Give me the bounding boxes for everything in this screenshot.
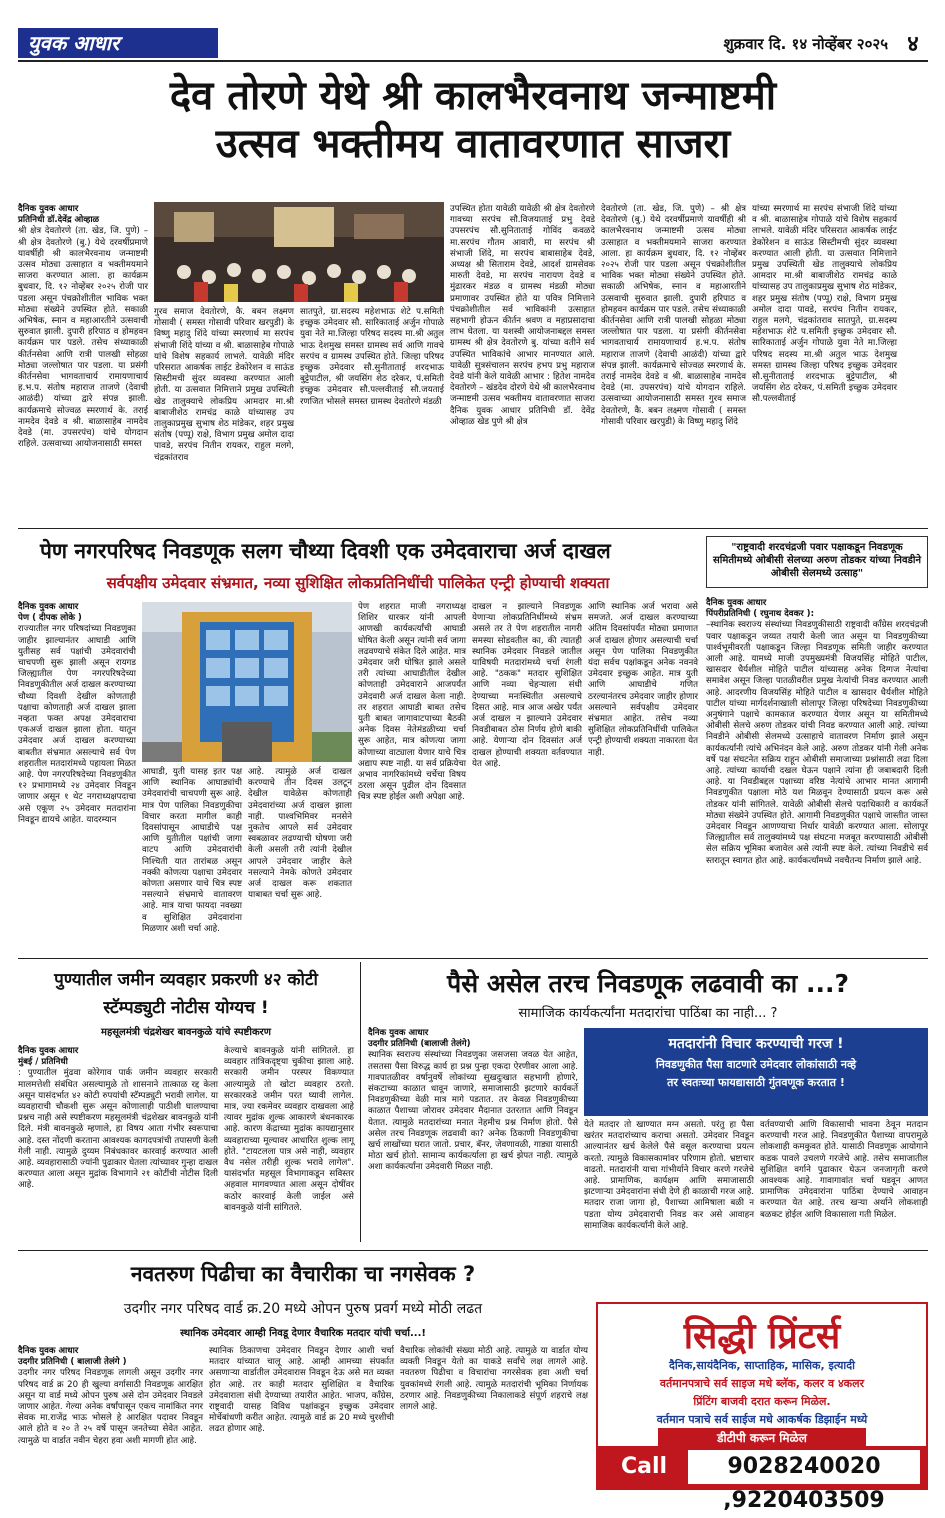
ad-call-label: Call bbox=[620, 1454, 668, 1479]
udgir-article-col1 bbox=[18, 1346, 203, 1486]
pen-article-col1 bbox=[18, 602, 136, 952]
lead-headline-line2: उत्सव भक्तीमय वातावरणात साजरा bbox=[215, 121, 731, 167]
ad-line1: दैनिक,सायंदैनिक, साप्ताहिक, मासिक, इत्यादी bbox=[669, 1359, 855, 1372]
udgir-headline: नवतरुण पिढीचा का वैचारीका चा नगसेवक ? bbox=[130, 1262, 476, 1286]
paise-byline1: दैनिक युवक आधार bbox=[368, 1028, 429, 1038]
pen-article-col6: आणि स्थानिक अर्ज भरावा असे समजते. अर्ज दाखल करण्याच्या अंतिम दिवसांपर्यंत मोठ्या प्रमाणात अर्ज दाखल होणार असल्याची चर्चा असून पेण पालिका निवडणुकीत यंदा सर्वच पक्षांकडून अनेक नवनवे उमेदवार इच्छुक आहेत. मात्र युती आणि आघाडीचे गणित ठरल्यानंतरच उमेदवार जाहीर होणार असल्याने सर्वपक्षीय उमेदवार संभ्रमात आहेत. तसेच नव्या सुशिक्षित लोकप्रतिनिधींची पालिकेत एन्ट्री होण्याची शक्यता नाकारता येत नाही. bbox=[588, 602, 698, 758]
lead-article-col6: यांच्या स्मरणार्थ मा सरपंच संभाजी शिंदे यांच्या व श्री. बाळासाहेब गोपाळे यांचे विशेष सहकार्य लाभले. यावेळी मंदिर परिसरात आकर्षक लाईट डेकोरेशन व साऊंड सिस्टीमची सुंदर व्यवस्था करण्यात आली होती. या उत्सवात निमित्ताने प्रमुख उपस्थिती खेड तालुक्याचे लोकप्रिय आमदार मा.श्री बाबाजीशेठ रामचंद्र काळे यांच्यासह उप तालुकाप्रमुख सुभाष शेठ मांडेकर, शहर प्रमुख संतोष (पप्पू) राक्षे, विभाग प्रमुख अमोल दादा पावडे, सरपंच नितीन रायकर, राहुल मलगे, चंद्रकांतराव सातपुते, ग्रा.सदस्य महेशभाऊ शेटे प.समिती इच्छुक उमेदवार सौ. सारिकाताई अर्जुन गोपाळे युवा नेते मा.जिल्हा परिषद सदस्य मा.श्री अतुल भाऊ देशमुख समस्त ग्रामस्थ जिल्हा परिषद इच्छुक उमेदवार सौ.सुनीताताई शरदभाऊ बुट्टेपाटील, श्री जयसिंग शेठ दरेकर, पं.समिती इच्छुक उमेदवार सौ.पल्लवीताई bbox=[752, 204, 897, 405]
udgir-article-col3: वैचारिक लोकांची संख्या मोठी आहे. त्यामुळे या वार्डात योग्य व्यक्ती निवडून येतो का याकडे सर्वांचे लक्ष लागले आहे. नवतरुण पिढीचा व विचारांचा नगरसेवक हवा अशी चर्चा युवकांमध्ये रंगली आहे. त्यामुळे मतदारांची भूमिका निर्णायक ठरणार आहे. निवडणुकीच्या निकालाकडे संपूर्ण शहराचे लक्ष लागले आहे. bbox=[400, 1346, 588, 1413]
paise-article-col2: येते मतदार तो खाण्यात मग्न असतो. परंतु हा पैसा खरंतर मतदारांच्याच कराचा असतो. उमेदवार निवडून आल्यानंतर खर्च केलेले पैसे वसूल करण्याचा प्रयत्न करतो. त्यामुळे विकासकामांवर परिणाम होतो. भ्रष्टाचार वाढतो. मतदारांनी याचा गांभीर्याने विचार करणे गरजेचे आहे. प्रामाणिक, कार्यक्षम आणि समाजासाठी झटणाऱ्या उमेदवारांना संधी देणे ही काळाची गरज आहे. मतदार राजा जागा हो, पैशाच्या आमिषाला बळी न पडता योग्य उमेदवाराची निवड कर असे आवाहन सामाजिक कार्यकर्त्यांनी केले आहे. bbox=[584, 1120, 754, 1231]
ncp-byline1: दैनिक युवक आधार bbox=[706, 598, 767, 608]
pune-byline1: दैनिक युवक आधार bbox=[18, 1046, 79, 1056]
paise-banner-line3: तर स्वतःच्या फायद्यासाठी गुंतवणूक करतात ! bbox=[667, 1076, 845, 1089]
pune-headline-line1: पुण्यातील जमीन व्यवहार प्रकरणी ४२ कोटी bbox=[54, 970, 318, 990]
column-rule bbox=[360, 962, 361, 1242]
pune-article-col2: केल्याचे बावनकुळे यांनी सांगितले. हा व्यवहार तांत्रिकदृष्ट्या चुकीचा झाला आहे. सरकारी जमीन परस्पर विकण्यात आल्यामुळे तो खोटा व्यवहार ठरतो. सरकारकडे जमीन परत घ्यावी लागेल. मात्र, ज्या रकमेवर व्यवहार दाखवला आहे त्यावर मुद्रांक शुल्क आकारणे बंधनकारक आहे. कारण केंद्राच्या मुद्रांक कायद्यानुसार व्यवहाराच्या मूल्यावर आधारित शुल्क लागू होते. "टायटलला पात्र असे नाही, व्यवहार वैध नसेल तरीही शुल्क भरावे लागेल". यासंदर्भात महसूल विभागाकडून सविस्तर अहवाल मागवण्यात आला असून दोषींवर कठोर कारवाई केली जाईल असे बावनकुळे यांनी सांगितले. bbox=[224, 1046, 354, 1213]
paise-banner-line2: निवडणुकीत पैसा वाटणारे उमेदवार लोकांसाठी नव्हे bbox=[655, 1058, 857, 1071]
lead-byline2: प्रतिनिधी डॉ.देवेंद्र ओव्हाळ bbox=[18, 215, 100, 226]
udgir-subhead2: स्थानिक उमेदवार आम्ही निवडू देणार वैचारिक मतदार यांची चर्चा...! bbox=[180, 1328, 426, 1339]
udgir-article-col2: स्थानिक ठिकाणचा उमेदवार निवडून देणार आशी चर्चा मतदार यांच्यात चालू आहे. आम्ही आमच्या संपर्कात असणाऱ्या वार्डातील उमेदवारास निवडून देऊ असे मत व्यक्त होत आहे. तर काही मतदार सुशिक्षित व वैचारिक उमेदवाराला संधी देण्याच्या तयारीत आहेत. भाजप, काँग्रेस, राष्ट्रवादी यासह विविध पक्षांकडून इच्छुक उमेदवार मोर्चेबांधणी करीत आहेत. त्यामुळे वार्ड क्र 20 मध्ये चुरशीची लढत होणार आहे. bbox=[209, 1346, 394, 1435]
lead-photo-image bbox=[154, 202, 444, 302]
section-rule-2 bbox=[18, 958, 928, 959]
pune-headline-line2: स्टॅम्पड्युटी नोटीस योग्यच ! bbox=[103, 998, 269, 1018]
ad-title: सिद्धी प्रिंटर्स bbox=[683, 1316, 841, 1357]
lead-col1-text: श्री क्षेत्र देवतोरणे (ता. खेड, जि. पुणे) – श्री क्षेत्र देवतोरणे (बु.) येथे दरवर्षीप्रमाणे यावर्षीही श्री कालभैरवनाथ जन्माष्टमी उत्सव मोठ्या उत्साहात व भक्तीमयमाने साजरा करण्यात आला. हा कार्यक्रम बुधवार, दि. १२ नोव्हेंबर २०२५ रोजी पार पडला असून पंचक्रोशीतील भाविक भक्त मोठ्या संख्येने उपस्थित होते. सकाळी अभिषेक, स्नान व महाआरतीने उत्सवाची सुरुवात झाली. दुपारी हरिपाठ व होमहवन कार्यक्रम पार पडले. तसेच संध्याकाळी कीर्तनसेवा आणि रात्री पालखी सोहळा मोठ्या जल्लोषात पार पडला. या प्रसंगी कीर्तनसेवा भागवताचार्य रामायणाचार्य ह.भ.प. संतोष महाराज ताजणे (देवाची आळंदी) यांच्या द्वारे संपन्न झाली. कार्यक्रमाचे सोज्वळ स्मरणार्थ के. तराई नामदेव देवडे व श्री. बाळासाहेब नामदेव देवडे (मा. उपसरपंच) यांचे योगदान राहिले. उत्सवाच्या आयोजनासाठी समस्त bbox=[18, 226, 148, 450]
pune-byline2: मुंबई / प्रतिनिधी bbox=[18, 1057, 68, 1068]
ad-call-bar bbox=[598, 1446, 926, 1513]
ncp-body: –स्थानिक स्वराज्य संस्थांच्या निवडणुकीसाठी राष्ट्रवादी काँग्रेस शरदचंद्रजी पवार पक्षाकडून जय्यत तयारी केली जात असून या निवडणुकीच्या पार्श्वभूमीवरती पक्षाकडून जिल्हा निवडणूक समिती जाहीर करण्यात आली आहे. यामध्ये माजी उपमुख्यमंत्री विजयसिंह मोहिते पाटील, खासदार धैर्यशील मोहिते पाटील यांच्यासह अनेक दिग्गज नेत्यांचा समावेश असून जिल्हा पातळीवरील प्रमुख नेत्यांची निवड करण्यात आली आहे. आदरणीय विजयसिंह मोहिते पाटील व खासदार धैर्यशील मोहिते पाटील यांच्या मार्गदर्शनाखाली सोलापूर जिल्हा परिषदेच्या निवडणुकीच्या अनुषंगाने पक्षाचे कामकाज करण्यात येणार असून या समितीमध्ये ओबीसी सेलचे अरुण तोडकर यांची निवड करण्यात आली आहे. त्यांच्या निवडीने ओबीसी सेलमध्ये उत्साहाचे वातावरण निर्माण झाले असून कार्यकर्त्यांनी त्यांचे अभिनंदन केले आहे. अरुण तोडकर यांनी गेली अनेक वर्षे पक्ष संघटनेत सक्रिय राहून ओबीसी समाजाच्या प्रश्नांसाठी लढा दिला आहे. त्यांच्या कार्याची दखल घेऊन पक्षाने त्यांना ही जबाबदारी दिली आहे. या निवडीबद्दल पक्षाच्या वरिष्ठ नेत्यांचे आभार मानत आगामी निवडणुकीत पक्षाला मोठे यश मिळवून देण्यासाठी प्रयत्न करू असे तोडकर यांनी सांगितले. यावेळी ओबीसी सेलचे पदाधिकारी व कार्यकर्ते मोठ्या संख्येने उपस्थित होते. आगामी निवडणुकीत पक्षाचे जास्तीत जास्त उमेदवार निवडून आणण्याचा निर्धार यावेळी करण्यात आला. सोलापूर जिल्ह्यातील सर्व तालुक्यांमध्ये पक्ष संघटना मजबूत करण्यासाठी ओबीसी सेल सक्रिय भूमिका बजावेल असे त्यांनी स्पष्ट केले. त्यांच्या निवडीचे सर्व स्तरातून स्वागत होत आहे. कार्यकर्त्यांमध्ये नवचैतन्य निर्माण झाले आहे. bbox=[706, 620, 928, 866]
pen-byline1: दैनिक युवक आधार bbox=[18, 602, 79, 612]
udgir-col1-text: उदगीर नगर परिषद निवडणूक लागली असून उदगीर नगर परिषद वार्ड क्र 20 ही खुल्या वर्गासाठी निवडणूक आरक्षित असून या वार्ड मध्ये ओपन पुरुष असे दोन उमेदवार निवडले जाणार आहेत. गेल्या अनेक वर्षांपासून एकच नामांकित नगर सेवक मा.राजेंद्र भाऊ भोसले हे आरक्षित पदावर निवडून आले होते व २० ते २५ वर्षे पासून जनतेच्या सेवेत आहेत. त्यामुळे या वार्डात नवीन चेहरा हवा अशी मागणी होत आहे. bbox=[18, 1368, 203, 1446]
pune-headline bbox=[18, 966, 354, 1022]
lead-headline-line1: देव तोरणे येथे श्री कालभैरवनाथ जन्माष्टमी bbox=[169, 73, 777, 119]
ncp-byline2: पिंपरीप्रतिनिधी ( रघुनाथ देवकर ): bbox=[706, 609, 815, 620]
pen-article-col2: आघाडी, युती यासह इतर पक्ष आणि स्थानिक आघाड्यांची उमेदवारांची चाचपणी सुरू आहे. मात्र पेण पालिका निवडणुकीचा विचार करता मागील काही दिवसांपासून आघाडीचे पक्ष आणि युतीतील पक्षांची जागा वाटप आणि उमेदवारांची निश्चिती यात तारांबळ असून नक्की कोणत्या पक्षाचा उमेदवार कोणता असणार याचे चित्र स्पष्ट नसल्याने संभ्रमाचे वातावरण आहे. मात्र याचा फायदा नवख्या व सुशिक्षित उमेदवारांना मिळणार अशी चर्चा आहे. bbox=[142, 767, 242, 934]
paise-article-col1 bbox=[368, 1028, 578, 1173]
newspaper-logo: युवक आधार bbox=[18, 28, 218, 58]
ad-line5: डीटीपी करून मिळेल bbox=[658, 1428, 866, 1448]
paise-byline2: उदगीर प्रतिनिधी (बालाजी तेलंगे) bbox=[368, 1039, 471, 1050]
lead-article-col5: देवतोरणे (ता. खेड, जि. पुणे) – श्री क्षेत्र देवतोरणे (बु.) येथे दरवर्षीप्रमाणे यावर्षीही श्री कालभैरवनाथ जन्माष्टमी उत्सव मोठ्या उत्साहात व भक्तीमयमाने साजरा करण्यात आला. हा कार्यक्रम बुधवार, दि. १२ नोव्हेंबर २०२५ रोजी पार पडला असून पंचक्रोशीतील भाविक भक्त मोठ्या संख्येने उपस्थित होते. सकाळी अभिषेक, स्नान व महाआरतीने उत्सवाची सुरुवात झाली. दुपारी हरिपाठ व होमहवन कार्यक्रम पार पडले. तसेच संध्याकाळी कीर्तनसेवा आणि रात्री पालखी सोहळा मोठ्या जल्लोषात पार पडला. या प्रसंगी कीर्तनसेवा भागवताचार्य रामायणाचार्य ह.भ.प. संतोष महाराज ताजणे (देवाची आळंदी) यांच्या द्वारे संपन्न झाली. कार्यक्रमाचे सोज्वळ स्मरणार्थ के. तराई नामदेव देवडे व श्री. बाळासाहेब नामदेव देवडे (मा. उपसरपंच) यांचे योगदान राहिले. उत्सवाच्या आयोजनासाठी समस्त गुरव समाज देवतोरणे, कै. बबन लक्ष्मण गोसावी ( समस्त गोसावी परिवार खरपुडी) के विष्णु महादु शिंदे bbox=[601, 204, 746, 427]
pen-photo bbox=[142, 602, 352, 762]
udgir-byline1: दैनिक युवक आधार bbox=[18, 1346, 79, 1356]
lead-article-col2: गुरव समाज देवतोरणे, कै. बबन लक्ष्मण गोसावी ( समस्त गोसावी परिवार खरपुडी) के विष्णु महादु शिंदे यांच्या स्मरणार्थ मा सरपंच संभाजी शिंदे यांच्या व श्री. बाळासाहेब गोपाळे यांचे विशेष सहकार्य लाभले. यावेळी मंदिर परिसरात आकर्षक लाईट डेकोरेशन व साऊंड सिस्टीमची सुंदर व्यवस्था करण्यात आली होती. या उत्सवात निमित्ताने प्रमुख उपस्थिती खेड तालुक्याचे लोकप्रिय आमदार मा.श्री बाबाजीशेठ रामचंद्र काळे यांच्यासह उप तालुकाप्रमुख सुभाष शेठ मांडेकर, शहर प्रमुख संतोष (पप्पू) राक्षे, विभाग प्रमुख अमोल दादा पावडे, सरपंच नितीन रायकर, राहुल मलगे, चंद्रकांतराव bbox=[154, 307, 294, 463]
pune-article-col1 bbox=[18, 1046, 218, 1242]
section-rule bbox=[18, 528, 928, 529]
ad-phone-numbers: 9028240020 ,9220403509 bbox=[688, 1450, 920, 1484]
paise-banner-line1: मतदारांनी विचार करण्याची गरज ! bbox=[668, 1036, 844, 1052]
paise-subhead: सामाजिक कार्यकर्त्यांना मतदारांचा पाठिंबा का नाही... ? bbox=[518, 1006, 778, 1021]
ad-line2: वर्तमानपत्राचे सर्व साइज मधे ब्लॅक, कलर व ४कलर bbox=[659, 1377, 865, 1390]
pen-photo-image bbox=[142, 602, 352, 762]
lead-article-col3: सातपुते, ग्रा.सदस्य महेशभाऊ शेटे प.समिती इच्छुक उमेदवार सौ. सारिकाताई अर्जुन गोपाळे युवा नेते मा.जिल्हा परिषद सदस्य मा.श्री अतुल भाऊ देशमुख समस्त ग्रामस्थ सर्व आणि गावचे सरपंच व ग्रामस्थ उपस्थित होते. जिल्हा परिषद इच्छुक उमेदवार सौ.सुनीताताई शरदभाऊ बुट्टेपाटील, श्री जयसिंग शेठ दरेकर, पं.समिती इच्छुक उमेदवार सौ.पल्लवीताई सौ.जयताई रणजित भोसले समस्त ग्रामस्थ देवतोरणे मंडळी bbox=[300, 307, 444, 407]
page-number: ४ bbox=[907, 32, 919, 57]
pen-subhead: सर्वपक्षीय उमेदवार संभ्रमात, नव्या सुशिक्षित लोकप्रतिनिधींची पालिकेत एन्ट्री होण्याची शक्यता bbox=[106, 574, 610, 592]
lead-article-col4: उपस्थित होता यावेळी यावेळी श्री क्षेत्र देवतोरणे गावच्या सरपंच सौ.विजयाताई प्रभु देवडे उपसरपंच सौ.सुनिताताई गोविंद कवळदे मा.सरपंच गौतम आवारी, मा सरपंच श्री संभाजी शिंदे, मा सरपंच बाबासाहेब देवडे, अध्यक्ष श्री सिताराम देवडे, आदर्श ग्रामसेवक मारुती देवडे, मा सरपंच नारायण देवडे व मुंढारकर मंडळ व ग्रामस्थ मंडळी मोठ्या प्रमाणावर उपस्थित होते या पवित्र निमित्ताने पंचक्रोशीतील सर्व भाविकांनी उत्साहात सहभागी होऊन कीर्तन श्रवण व महाप्रसादाचा लाभ घेतला. या यशस्वी आयोजनाबद्दल समस्त ग्रामस्थ श्री क्षेत्र देवतोरणे बु. यांच्या वतीने सर्व उपस्थित भाविकांचे आभार मानण्यात आले. यावेळी सुत्रसंचालन सरपंच हभप प्रभु महाराज देवडे यांनी केले यावेळी आभार : हितेश नामदेव देवतोरणे – खंडदेव दोरणे येथे श्री कालभैरवनाथ जन्माष्टमी उत्सव भक्तीमय वातावरणात साजरा दैनिक युवक आधार प्रतिनिधी डॉ. देवेंद्र ओव्हाळ खेड पुणे श्री क्षेत्र bbox=[450, 204, 595, 427]
lead-photo bbox=[154, 202, 444, 302]
paise-article-col3: वर्तवण्याची आणि विकासाची भावना ठेवून मतदान करण्याची गरज आहे. निवडणुकीत पैशाच्या वापरामुळे लोकशाही कमकुवत होते. यासाठी निवडणूक आयोगाने कडक पावले उचलणे गरजेचे आहे. तसेच समाजातील सुशिक्षित वर्गाने पुढाकार घेऊन जनजागृती करणे आवश्यक आहे. गावागावांत चर्चा घडवून आणत प्रामाणिक उमेदवारांना पाठिंबा देण्याचे आवाहन करण्यात येत आहे. तरच खऱ्या अर्थाने लोकशाही बळकट होईल आणि विकासाला गती मिळेल. bbox=[760, 1120, 928, 1220]
pen-article-col5: दाखल न झाल्याने निवडणूक येणाऱ्या लोकप्रतिनिधींमध्ये संभ्रम असले तर ते पेण शहरातील नागरी समस्या सोडवतील का, की त्यातही स्थानिक उमेदवार निवडले जातील याविषयी मतदारांमध्ये चर्चा रंगली आहे. "ठकक" मतदार सुशिक्षित आणि नव्या चेहऱ्याला संधी देण्याच्या मनःस्थितीत असल्याचे दिसत आहे. मात्र आज अखेर पर्यंत अर्ज दाखल न झाल्याने उमेदवार निवडीबाबत ठोस निर्णय होणे बाकी आहे. येणाऱ्या दोन दिवसांत अर्ज दाखल होण्याची शक्यता वर्तवण्यात येत आहे. bbox=[472, 602, 582, 769]
lead-byline1: दैनिक युवक आधार bbox=[18, 204, 79, 214]
paise-headline: पैसे असेल तरच निवडणूक लढवावी का ...? bbox=[447, 969, 849, 998]
pen-headline: पेण नगरपरिषद निवडणूक सलग चौथ्या दिवशी एक उमेदवाराचा अर्ज दाखल bbox=[40, 539, 611, 563]
lead-article-col1 bbox=[18, 204, 148, 522]
pen-article-col4: पेण शहरात माजी नगराध्यक्ष शिशिर धारकर यांनी आपली आणखी कार्यकर्त्यांची आघाडी घोषित केली असून त्यांनी सर्व जागा लढवण्याचे संकेत दिले आहेत. मात्र उमेदवार जरी घोषित झाले असले तरी त्यांच्या आघाडीतील देखील कोणताही उमेदवाराने आजपर्यंत उमेदवारी अर्ज दाखल केला नाही. तर शहरात आघाडी बाबत तसेच युती बाबत जागावाटपाच्या बैठकी अनेक दिवस नेतेमंडळीच्या चर्चा सुरू आहेत, मात्र कोणत्या जागा कोणाच्या वाट्याला येणार याचे चित्र अद्याप स्पष्ट नाही. या सर्व प्रक्रियेचा अभाव नागरिकांमध्ये चर्चेचा विषय ठरला असून पुढील दोन दिवसात चित्र स्पष्ट होईल अशी अपेक्षा आहे. bbox=[358, 602, 466, 803]
ad-line3: प्रिंटिंग बाजवी दरात करून मिळेल. bbox=[693, 1395, 831, 1408]
udgir-byline2: उदगीर प्रतिनिधी ( बालाजी तेलंगे ) bbox=[18, 1357, 127, 1368]
lead-headline bbox=[18, 72, 928, 168]
paise-col1-text: स्थानिक स्वराज्य संस्थांच्या निवडणुका जसजसा जवळ येत आहेत, तसतसा पैसा विरुद्ध कार्य हा प्रश्न पुन्हा एकदा ऐरणीवर आला आहे. गावपातळीवर वर्षानुवर्षे लोकांच्या सुखदुःखात सहभागी होणारे, संकटाच्या काळात धावून जाणारे, समाजासाठी झटणारे कार्यकर्ते निवडणुकीच्या वेळी मात्र मागे पडतात. तर केवळ निवडणुकीच्या काळात पैशाच्या जोरावर उमेदवार मैदानात उतरतात आणि निवडून येतात. त्यामुळे मतदारांच्या मनात नेहमीच प्रश्न निर्माण होतो. पैसे असेल तरच निवडणूक लढवावी का? अनेक ठिकाणी निवडणुकीचा खर्च लाखोंच्या घरात जातो. प्रचार, बॅनर, जेवणावळी, गाड्या यासाठी मोठा खर्च होतो. सामान्य कार्यकर्त्याला हा खर्च झेपत नाही. त्यामुळे अशा कार्यकर्त्यांना उमेदवारी मिळत नाही. bbox=[368, 1050, 578, 1173]
ncp-quote: "राष्ट्रवादी शरदचंद्रजी पवार पक्षाकडून निवडणूक समितीमध्ये ओबीसी सेलच्या अरुण तोडकर यांच्या निवडीने ओबीसी सेलमध्ये उत्साह" bbox=[706, 536, 928, 588]
issue-date: शुक्रवार दि. १४ नोव्हेंबर २०२५ bbox=[723, 35, 888, 53]
pune-col1-text: : पुण्यातील मुंढवा कोरेगाव पार्क जमीन व्यवहार सरकारी मालमत्तेशी संबंधित असल्यामुळे तो शासनाने तात्काळ रद्द केला असून यासंदर्भात ४२ कोटी रुपयांची स्टॅम्पड्युटी भरावी लागेल. या व्यवहाराची चौकशी सुरू असून कोणालाही पाठीशी घालण्याचा प्रश्नच नाही असे स्पष्टीकरण महसूलमंत्री चंद्रशेखर बावनकुळे यांनी दिले. मंत्री बावनकुळे म्हणाले, हा विषय आता गंभीर स्वरूपाचा आहे. दस्त नोंदणी करताना आवश्यक कागदपत्रांची तपासणी केली गेली नाही. त्यामुळे दुय्यम निबंधकावर कारवाई करण्यात आली आहे. व्यवहारासाठी ज्यांनी पुढाकार घेतला त्यांच्यावर गुन्हा दाखल करण्यात आला असून मुद्रांक विभागाने २१ कोटींची नोटीस दिली आहे. bbox=[18, 1068, 218, 1191]
pune-subhead: महसूलमंत्री चंद्रशेखर बावनकुळे यांचे स्पष्टीकरण bbox=[100, 1027, 271, 1038]
printers-ad bbox=[596, 1302, 928, 1513]
udgir-subhead: उदगीर नगर परिषद वार्ड क्र.20 मध्ये ओपन पुरुष प्रवर्ग मध्ये मोठी लढत bbox=[123, 1301, 483, 1317]
pen-byline2: पेण ( दीपक लोके ) bbox=[18, 613, 82, 624]
pen-article-col3: आहे. त्यामुळे अर्ज दाखल करण्याचे तीन दिवस उलटून देखील यावेळेस कोणताही उमेदवारांच्या अर्ज दाखल झाला नाही. पाश्वभिमिवर मनसेने नुकतेच आपले सर्व उमेदवार स्वबळावर लढण्याची घोषणा जरी केली असली तरी त्यांनी देखील आपले उमेदवार जाहीर केले नसल्याने नेमके कोणते उमेदवार अर्ज दाखल करू शकतात याबाबत चर्चा सुरू आहे. bbox=[248, 767, 352, 901]
pen-col1-text: राज्यातील नगर परिषदांच्या निवडणुका जाहीर झाल्यानंतर आघाडी आणि युतीसह सर्व पक्षांची उमेदवारांची चाचपणी सुरू झाली असून रायगड जिल्ह्यातील पेण नगरपरिषदेच्या निवडणुकीतील अर्ज दाखल करण्याच्या चौथ्या दिवशी देखील कोणताही पक्षाचा कोणताही अर्ज दाखल झाला नव्हता फक्त अपक्ष उमेदवाराचा एकअर्ज दाखल झाला होता. यातून उमेदवार अर्ज दाखल करण्याच्या बाबतीत संभ्रमात असल्याचे सर्व पेण शहरातील मतदारांमध्ये पहायला मिळत आहे. पेण नगरपरिषदेच्या निवडणुकीत १२ प्रभागामध्ये २४ उमेदवार निवडून जाणार असून १ थेट नगराध्यक्षपदाचा असे एकूण २५ उमेदवार मतदारांना निवडून द्यायचे आहेत. यादरम्यान bbox=[18, 624, 136, 825]
paise-banner bbox=[584, 1028, 928, 1116]
ad-line4: वर्तमान पत्राचे सर्व साईज मधे आकर्षक डिझाईन मध्ये bbox=[656, 1413, 868, 1426]
masthead bbox=[18, 28, 928, 62]
ncp-article bbox=[706, 598, 928, 952]
section-rule-3 bbox=[18, 1250, 928, 1251]
